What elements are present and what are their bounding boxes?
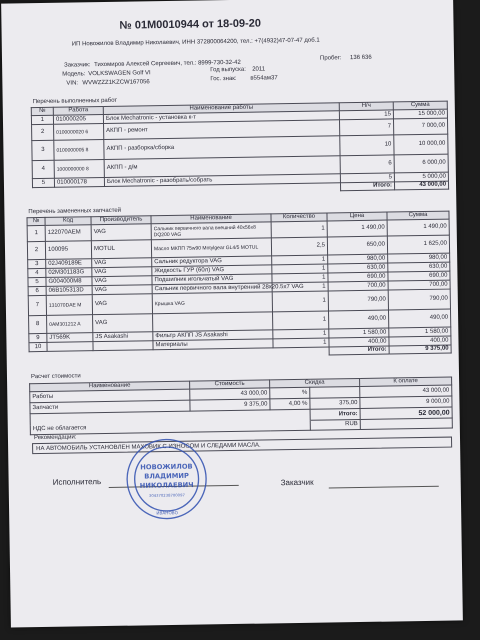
table-row: 1 122070AEM VAG Сальник первичного вала внешний 40x56x8 DQ200 VAG 1 1 490,00 1 490,00 (27, 219, 449, 242)
recommend-label: Рекомендации: (33, 434, 77, 442)
table-row: 4 02M301183G VAG Жидкость ГУР (60л) VAG 1 630,00 630,00 (28, 262, 450, 278)
table-row: 9 JT569K JS Asakashi Фильтр АКПП JS Asakashi 1 1 580,00 1 580,00 (29, 327, 451, 343)
mileage-label: Пробег: (319, 55, 342, 62)
calc-total-value: 52 000,00 (360, 407, 452, 419)
round-stamp (124, 436, 209, 521)
stamp-name-3: НИКОЛАЕВИЧ (139, 481, 194, 490)
calc-col-pay: К оплате (360, 377, 452, 386)
calc-section-title: Расчет стоимости (30, 373, 81, 381)
table-row: 2 0100000020 6 АКПП - ремонт 7 7 000,00 (32, 118, 448, 141)
works-col-name: Наименование работы (103, 103, 339, 115)
calc-col-discount: Скидка (270, 379, 360, 388)
calc-table (29, 377, 453, 436)
model-label: Модель: (62, 71, 86, 78)
works-section-title: Перечень выполненных работ (32, 97, 118, 106)
works-total-label: Итого: (340, 182, 394, 191)
table-row: 10 Материалы 1 400,00 400,00 (29, 336, 451, 352)
table-row: 3 0100000005 8 АКПП - разборка/сборка 10 10 000,00 (32, 134, 448, 161)
works-col-sum: Сумма (393, 101, 447, 110)
table-row: 5 010000178 Блок Mechatronic - разобрать/собрать 5 5 000,00 (32, 172, 448, 188)
customer-sign-line (329, 486, 439, 489)
customer-label: Заказчик: (64, 62, 91, 69)
parts-section-title: Перечень замененных запчастей (28, 207, 122, 216)
table-row: 2 100095 MOTUL Масло МКПП 75w90 Motylgear GL4/5 MOTUL 2,5 650,00 1 625,00 (27, 235, 449, 260)
document-title: № 01M0010944 от 18-09-20 (119, 17, 262, 32)
table-row: 3 02J409189E VAG Сальник редуктора VAG 1 980,00 980,00 (28, 253, 450, 269)
recommend-text: НА АВТОМОБИЛЬ УСТАНОВЛЕН МАХОВИК С ИЗНОСОМ И СЛЕДАМИ МАСЛА. (32, 437, 452, 455)
year-value: 2011 (252, 66, 266, 73)
model-value: VOLKSWAGEN Golf VI (88, 70, 151, 78)
parts-col-sum: Сумма (387, 211, 449, 220)
stamp-name-2: ВЛАДИМИР (144, 471, 190, 481)
year-label: Год выпуска: (210, 66, 246, 74)
works-col-code: Работа (53, 106, 103, 115)
parts-table (26, 211, 451, 361)
calc-col-cost: Стоимость (190, 380, 270, 389)
vin-label: VIN: (66, 80, 79, 87)
stamp-name-1: НОВОЖИЛОВ (140, 462, 193, 472)
stamp-city: ИВАНОВО (156, 510, 178, 516)
vin-value: WVWZZZ1KZCW167056 (82, 79, 150, 87)
organization: ИП Новожилов Владимир Николаевич, ИНН 372800064200, тел.: +7(4932)47-07-47 доб.1 (71, 37, 320, 48)
mileage-value: 136 636 (349, 54, 372, 62)
table-row: 1 010000205 Блок Mechatronic - установка к-т 15 15 000,00 (31, 109, 447, 125)
parts-col-code: Код (45, 217, 91, 226)
table-row: 8 0AM301212 A VAG 1 490,00 490,00 (29, 309, 451, 334)
calc-total-label: Итого: (310, 409, 360, 421)
parts-total-label: Итого: (329, 346, 389, 355)
table-row: 7 131070DAE M VAG Крышка VAG 1 790,00 790,00 (28, 289, 450, 316)
table-row: Запчасти 9 375,00 4,00 % 375,00 9 000,00 (30, 396, 452, 414)
works-col-num: № (31, 107, 53, 115)
stamp-number: 304370238700097 (148, 492, 185, 498)
works-table (31, 101, 449, 197)
plate-label: Гос. знак: (210, 75, 237, 83)
parts-col-qty: Количество (271, 213, 327, 222)
table-row: Работы 43 000,00 % 43 000,00 (30, 385, 452, 403)
table-row: 6 06B105313D VAG Сальник первичного вала внутренний 28x20.5x7 VAG 1 700,00 700,00 (28, 280, 450, 296)
parts-col-name: Наименование (151, 214, 271, 224)
customer-sign-label: Заказчик (280, 477, 314, 488)
parts-col-maker: Производитель (91, 216, 151, 225)
currency: RUB (310, 419, 360, 430)
table-row: 4 1000000000 8 АКПП - д/м 6 6 000,00 (32, 154, 448, 179)
plate-value: в554ам37 (250, 75, 278, 82)
vat-note: НДС не облагается (30, 420, 310, 434)
work-order-document (1, 0, 463, 628)
works-total-value: 43 000,00 (394, 181, 448, 190)
customer-value: Тихомиров Алексей Сергеевич, тел.: 8999-730-32-42 (94, 59, 241, 69)
table-row: 5 G004000M8 VAG Подшипник игольчатый VAG 1 690,00 690,00 (28, 271, 450, 287)
parts-col-num: № (27, 217, 45, 225)
calc-col-name: Наименование (30, 381, 190, 392)
parts-col-price: Цена (327, 212, 387, 221)
works-col-hours: Н/ч (339, 102, 393, 111)
parts-total-value: 9 375,00 (389, 345, 451, 354)
executor-label: Исполнитель (52, 477, 102, 487)
